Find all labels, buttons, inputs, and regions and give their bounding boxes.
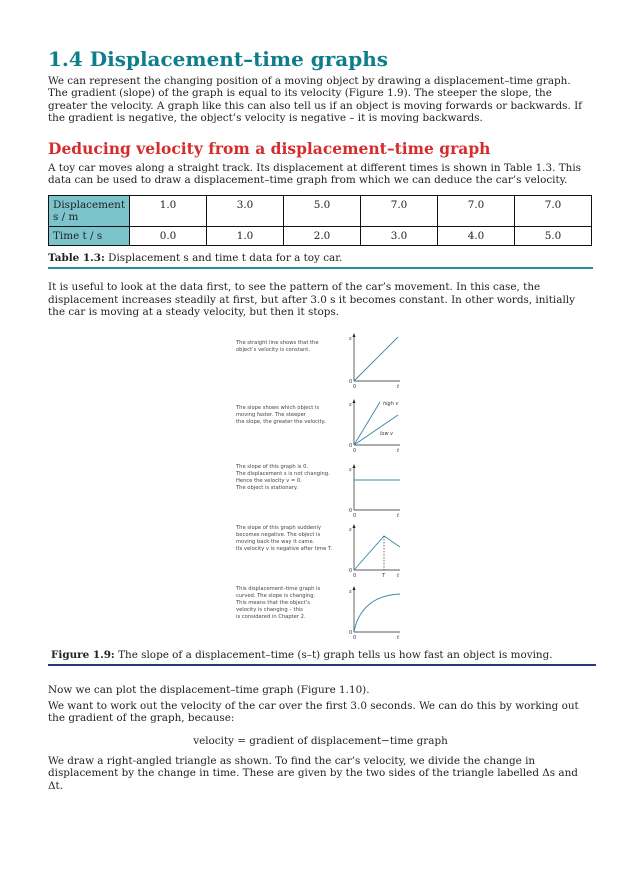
table-caption-label: Table 1.3: <box>48 252 105 265</box>
panel-text-line: the slope, the greater the velocity. <box>236 419 326 425</box>
table-cell: 1.0 <box>130 196 207 227</box>
panel-text-line: becomes negative. The object is <box>236 532 321 538</box>
axis-t-label: t <box>397 513 399 519</box>
paragraph-pattern: It is useful to look at the data first, to see the pattern of the car’s movement. In this case, the displacement increases steadily at first, but after 3.0 s it becomes constant. In other words, initially the car is moving at a steady velocity, but then it stops. <box>48 281 575 319</box>
table-cell: 7.0 <box>515 196 592 227</box>
axis-origin-label: 0 <box>349 568 353 574</box>
panel-text-line: curved. The slope is changing. <box>236 593 316 599</box>
table-cell: 3.0 <box>207 196 284 227</box>
row-header-time: Time t / s <box>49 227 130 246</box>
table-row <box>49 227 592 246</box>
panel-negative-velocity <box>235 524 400 579</box>
table-cell: 7.0 <box>438 196 515 227</box>
axis-s-label: s <box>349 589 352 595</box>
panel-constant-velocity <box>235 333 400 390</box>
table-cell: 4.0 <box>438 227 515 246</box>
panel-text-line: This displacement–time graph is <box>236 586 321 592</box>
table-cell: 5.0 <box>284 196 361 227</box>
panel-text-line: object’s velocity is constant. <box>236 347 310 353</box>
panel-curved <box>235 586 400 641</box>
figure-caption <box>48 647 596 666</box>
label-low-v: low v <box>380 431 394 437</box>
figure-1-9 <box>48 332 593 642</box>
panel-text-line: The slope of this graph suddenly <box>236 525 321 531</box>
svg-text:The straight line shows that t <box>235 340 319 353</box>
panel-text-line: Hence the velocity v = 0. <box>236 478 302 484</box>
graph-line <box>354 337 398 381</box>
axis-s-label: s <box>349 527 352 533</box>
figure-svg <box>48 332 593 642</box>
axis-t-label: t <box>397 635 399 641</box>
subsection-title: Deducing velocity from a displacement–time graph <box>48 138 491 158</box>
panel-text-line: velocity is changing – this <box>236 607 303 613</box>
panel-text-line: is considered in Chapter 2. <box>236 614 306 620</box>
axis-t-label: t <box>397 448 399 454</box>
panel-text-line: The slope of this graph is 0. <box>236 464 309 470</box>
table-row <box>49 196 592 227</box>
table-cell: 5.0 <box>515 227 592 246</box>
panel-stationary <box>235 464 400 519</box>
axis-s-label: s <box>349 402 352 408</box>
axis-origin-label: 0 <box>353 513 357 519</box>
row-header-displacement <box>49 196 130 227</box>
panel-text-line: This means that the object’s <box>236 600 310 606</box>
axis-t-label: t <box>397 573 399 579</box>
panel-text-line: The straight line shows that the <box>236 340 319 346</box>
table-caption-text: Displacement s and time t data for a toy car. <box>108 252 343 265</box>
axis-origin-label: 0 <box>353 448 357 454</box>
axis-s-label: s <box>349 336 352 342</box>
section-title: 1.4 Displacement–time graphs <box>48 47 389 71</box>
panel-text-line: The object is stationary. <box>236 485 298 491</box>
paragraph-velocity: We want to work out the velocity of the car over the first 3.0 seconds. We can do this by working out the gradient of the graph, because: <box>48 700 579 725</box>
panel-text-line: The displacement s is not changing. <box>236 471 330 477</box>
axis-origin-label: 0 <box>349 379 353 385</box>
axis-origin-label: 0 <box>349 443 353 449</box>
axis-origin-label: 0 <box>349 508 353 514</box>
graph-line-low <box>354 415 398 445</box>
table-cell: 1.0 <box>207 227 284 246</box>
svg-text:This displacement–time graph i <box>235 586 320 620</box>
panel-text-line: Its velocity v is negative after time T. <box>236 546 333 552</box>
equation: velocity = gradient of displacement−time graph <box>193 735 448 747</box>
table-caption <box>48 252 593 269</box>
subsection-paragraph: A toy car moves along a straight track. Its displacement at different times is shown in Table 1.3. This data can be used to draw a displacement–time graph from which we can deduce the car’s velocity. <box>48 161 581 187</box>
axis-t-label: t <box>397 384 399 390</box>
label-high-v: high v <box>383 401 399 407</box>
panel-text-line: moving back the way it came. <box>236 539 315 545</box>
axis-origin-label: 0 <box>353 635 357 641</box>
row-header-text: Displacement s / m <box>53 199 125 224</box>
svg-text:The slope of this graph sudden <box>235 525 333 552</box>
figure-caption-label: Figure 1.9: <box>51 649 115 661</box>
graph-line-high <box>354 402 380 445</box>
svg-text:The slope of this graph is 0.T <box>235 464 330 491</box>
panel-text-line: The slope shows which object is <box>236 405 320 411</box>
graph-line <box>354 536 400 570</box>
svg-text:The slope shows which object i <box>235 405 326 425</box>
axis-origin-label: 0 <box>349 630 353 636</box>
table-cell: 2.0 <box>284 227 361 246</box>
figure-caption-text: The slope of a displacement–time (s–t) graph tells us how fast an object is moving. <box>118 649 553 661</box>
axis-origin-label: 0 <box>353 573 357 579</box>
label-T: T <box>382 573 386 579</box>
table-cell: 0.0 <box>130 227 207 246</box>
page-content <box>48 46 593 792</box>
table-cell: 3.0 <box>361 227 438 246</box>
paragraph-plot: Now we can plot the displacement–time graph (Figure 1.10). <box>48 684 370 696</box>
table-cell: 7.0 <box>361 196 438 227</box>
graph-curve <box>354 594 400 632</box>
panel-text-line: moving faster. The steeper <box>236 412 306 418</box>
axis-origin-label: 0 <box>353 384 357 390</box>
axis-s-label: s <box>349 467 352 473</box>
intro-paragraph: We can represent the changing position of a moving object by drawing a displacement–time graph. The gradient (slope) of the graph is equal to its velocity (Figure 1.9). The steeper the slope, the greater the velocity. A graph like this can also tell us if an object is moving forwards or backwards. If the gradient is negative, the object’s velocity is negative – it is moving backwards. <box>48 75 583 125</box>
data-table <box>48 195 592 246</box>
paragraph-triangle: We draw a right-angled triangle as shown. To find the car’s velocity, we divide the change in displacement by the change in time. These are given by the two sides of the triangle labelled Δs and Δt. <box>48 755 578 792</box>
panel-compare-slopes <box>235 399 400 454</box>
